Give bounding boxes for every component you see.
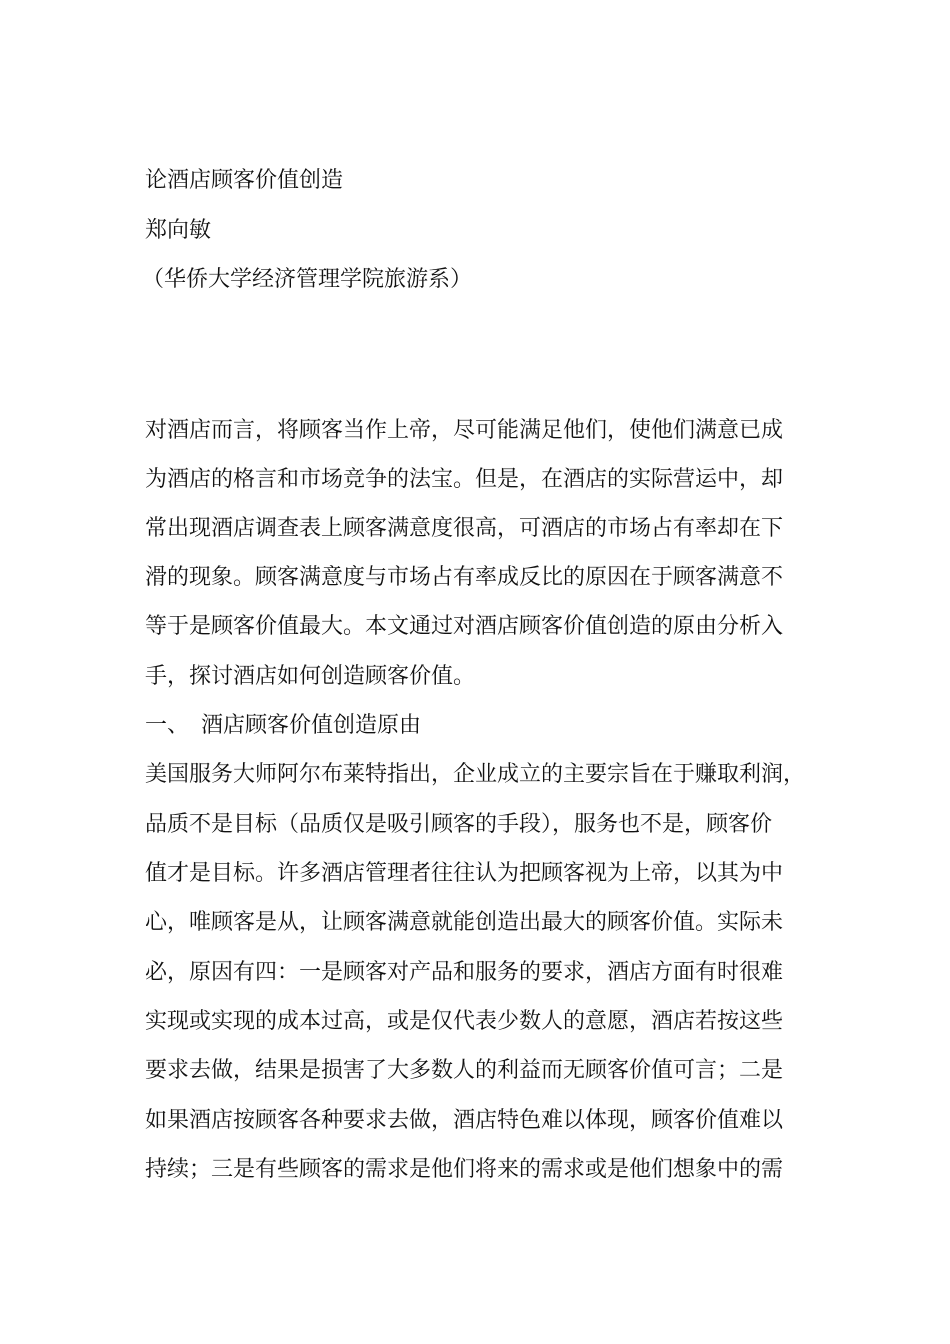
paragraph-line: 常出现酒店调查表上顾客满意度很高，可酒店的市场占有率却在下 [145,516,784,541]
paragraph-line: 手，探讨酒店如何创造顾客价值。 [145,664,476,689]
paragraph-line: 等于是顾客价值最大。本文通过对酒店顾客价值创造的原由分析入 [145,614,784,639]
article-title: 论酒店顾客价值创造 [145,168,344,193]
paragraph-line: 要求去做，结果是损害了大多数人的利益而无顾客价值可言；二是 [145,1058,784,1083]
paragraph-line: 必，原因有四：一是顾客对产品和服务的要求，酒店方面有时很难 [145,960,784,985]
paragraph-line: 品质不是目标（品质仅是吸引顾客的手段），服务也不是，顾客价 [145,812,773,837]
paragraph-line: 心，唯顾客是从，让顾客满意就能创造出最大的顾客价值。实际未 [145,910,784,935]
paragraph-line: 持续；三是有些顾客的需求是他们将来的需求或是他们想象中的需 [145,1157,784,1182]
author-affiliation: （华侨大学经济管理学院旅游系） [142,267,473,292]
section-heading-text: 酒店顾客价值创造原由 [201,713,422,738]
paragraph-line: 为酒店的格言和市场竞争的法宝。但是，在酒店的实际营运中，却 [145,467,784,492]
paragraph-line: 对酒店而言，将顾客当作上帝，尽可能满足他们，使他们满意已成 [145,418,784,443]
paragraph-line: 实现或实现的成本过高，或是仅代表少数人的意愿，酒店若按这些 [145,1009,784,1034]
section-number: 一、 [145,713,190,738]
paragraph-line: 美国服务大师阿尔布莱特指出，企业成立的主要宗旨在于赚取利润， [145,762,806,787]
paragraph-line: 滑的现象。顾客满意度与市场占有率成反比的原因在于顾客满意不 [145,565,784,590]
paragraph-line: 值才是目标。许多酒店管理者往往认为把顾客视为上帝，以其为中 [145,861,784,886]
section-heading [145,711,421,741]
author-name: 郑向敏 [145,218,212,243]
paragraph-line: 如果酒店按顾客各种要求去做，酒店特色难以体现，顾客价值难以 [145,1108,784,1133]
